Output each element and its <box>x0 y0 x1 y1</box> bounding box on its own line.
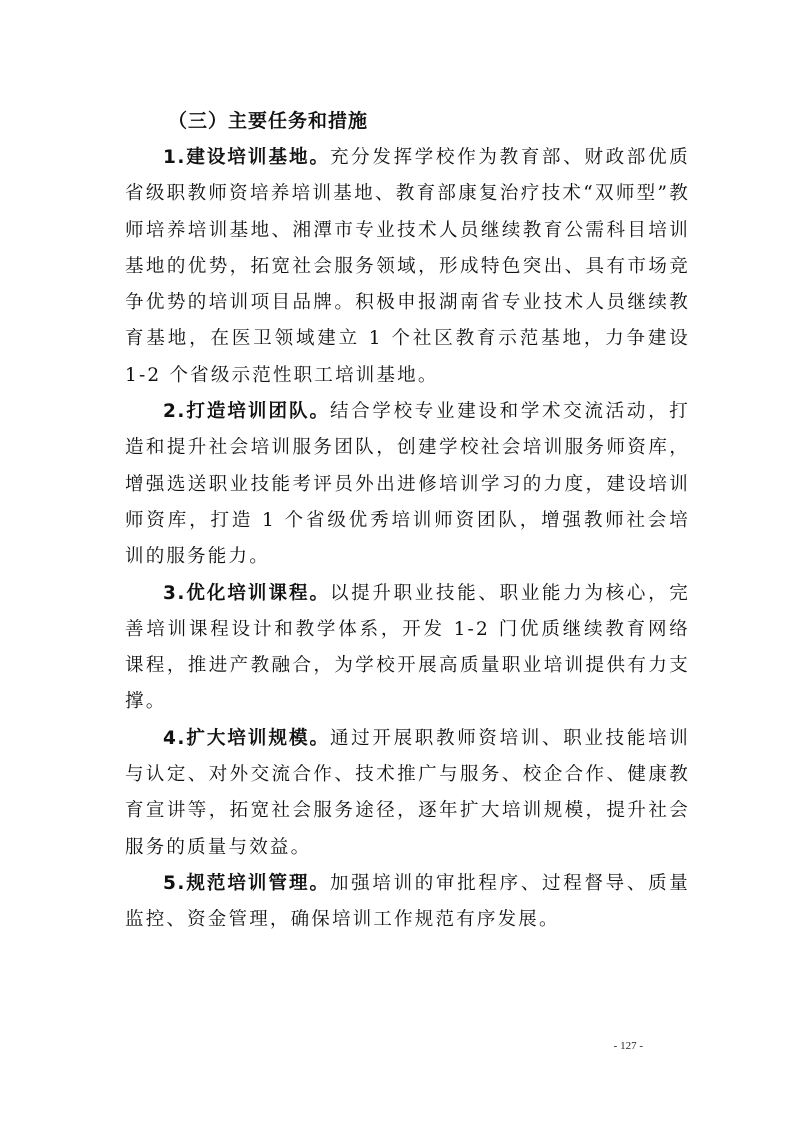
document-body <box>125 102 690 939</box>
task-body-3: 以提升职业技能、职业能力为核心，完善培训课程设计和教学体系，开发 1-2 门优质继续教育网络课程，推进产教融合，为学校开展高质量职业培训提供有力支撑。 <box>125 582 690 713</box>
task-title-3: 3.优化培训课程。 <box>163 582 330 604</box>
task-body-5: 加强培训的审批程序、过程督导、质量监控、资金管理，确保培训工作规范有序发展。 <box>125 872 690 931</box>
section-heading: （三）主要任务和措施 <box>168 110 369 132</box>
task-title-5: 5.规范培训管理。 <box>163 872 330 894</box>
task-title-1: 1.建设培训基地。 <box>163 147 330 168</box>
task-paragraph-2 <box>125 394 690 575</box>
task-paragraph-1 <box>125 140 690 394</box>
task-paragraph-4 <box>125 721 690 866</box>
task-title-4: 4.扩大培训规模。 <box>163 727 330 749</box>
task-paragraph-3 <box>125 576 690 721</box>
task-title-2: 2.打造培训团队。 <box>163 401 330 423</box>
task-body-2: 结合学校专业建设和学术交流活动，打造和提升社会培训服务团队，创建学校社会培训服务师资库，增强选送职业技能考评员外出进修培训学习的力度，建设培训师资库，打造 1 个省级优秀培训师资团队，增强教师社会培训的服务能力。 <box>125 401 690 568</box>
task-paragraph-5 <box>125 866 690 939</box>
task-body-1: 充分发挥学校作为教育部、财政部优质省级职教师资培养培训基地、教育部康复治疗技术“双师型”教师培养培训基地、湘潭市专业技术人员继续教育公需科目培训基地的优势，拓宽社会服务领域，形成特色突出、具有市场竞争优势的培训项目品牌。积极申报湖南省专业技术人员继续教育基地，在医卫领域建立 1 个社区教育示范基地，力争建设 1-2 个省级示范性职工培训基地。 <box>125 147 690 386</box>
page-number: - 127 - <box>613 1040 643 1052</box>
task-body-4: 通过开展职教师资培训、职业技能培训与认定、对外交流合作、技术推广与服务、校企合作、健康教育宣讲等，拓宽社会服务途径，逐年扩大培训规模，提升社会服务的质量与效益。 <box>125 727 690 858</box>
